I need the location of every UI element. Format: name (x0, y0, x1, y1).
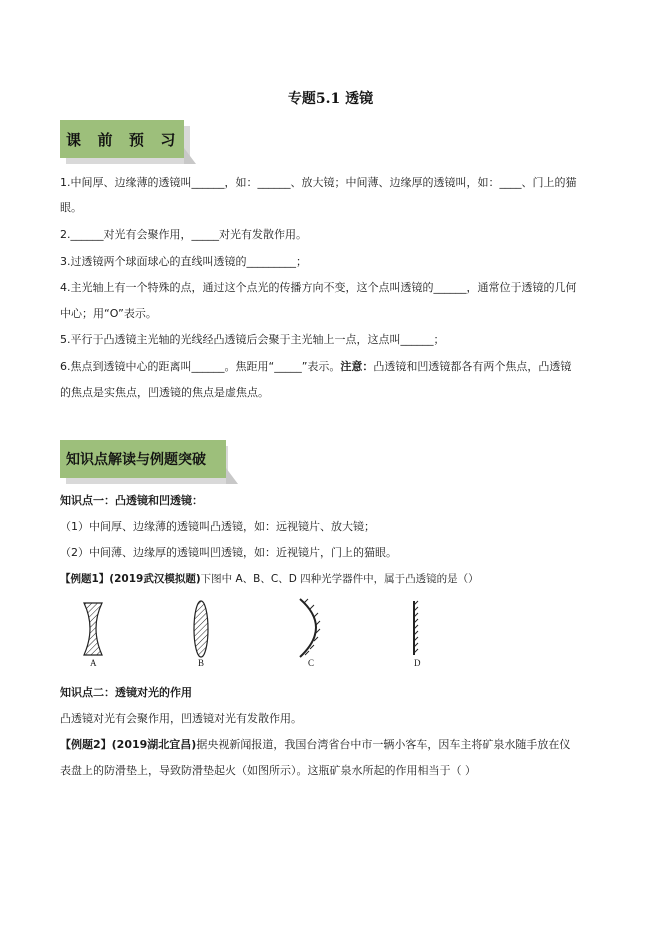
kp2-title: 知识点二：透镜对光的作用 (60, 686, 192, 699)
example-1-text: 下图中 A、B、C、D 四种光学器件中，属于凸透镜的是（） (200, 573, 479, 585)
convex-lens-icon (194, 601, 208, 657)
label-c: C (308, 658, 315, 668)
kp2-text: 凸透镜对光有会聚作用，凹透镜对光有发散作用。 (60, 712, 302, 725)
preview-line-6-text: 6.焦点到透镜中心的距离叫______。焦距用“_____”表示。 (60, 360, 341, 373)
preview-line-4: 4.主光轴上有一个特殊的点，通过这个点光的传播方向不变，这个点叫透镜的______，通常位于透镜的几何 (60, 281, 577, 294)
kp1-item-2: （2）中间薄、边缘厚的透镜叫凹透镜，如：近视镜片，门上的猫眼。 (60, 546, 397, 559)
section-banner-knowledge (60, 440, 226, 478)
preview-line-3: 3.过透镜两个球面球心的直线叫透镜的_________； (60, 255, 307, 268)
kp1-item-1: （1）中间厚、边缘薄的透镜叫凸透镜，如：远视镜片、放大镜； (60, 520, 375, 533)
example-1-tag: 【例题1】(2019武汉模拟题) (60, 573, 201, 585)
label-d: D (414, 658, 421, 668)
lens-diagram (60, 595, 440, 675)
concave-lens-icon (84, 603, 102, 655)
section-heading: 课 前 预 习 (66, 130, 178, 149)
preview-line-4b: 中心；用“O”表示。 (60, 307, 157, 320)
curved-mirror-icon (300, 599, 316, 657)
example-2-tag: 【例题2】(2019湖北宜昌) (60, 738, 197, 751)
page-title: 专题5.1 透镜 (287, 91, 374, 107)
lens-diagram-svg (60, 595, 440, 675)
label-b: B (198, 658, 205, 668)
section-banner-preview (60, 120, 184, 158)
preview-line-5: 5.平行于凸透镜主光轴的光线经凸透镜后会聚于主光轴上一点，这点叫______； (60, 333, 445, 346)
example-2 (60, 738, 570, 752)
section-heading-2: 知识点解读与例题突破 (66, 452, 206, 468)
preview-line-1b: 眼。 (60, 201, 82, 214)
preview-line-1: 1.中间厚、边缘薄的透镜叫______，如：______、放大镜；中间薄、边缘厚的透镜叫，如：____、门上的猫 (60, 176, 577, 189)
banner-fold (184, 148, 196, 164)
preview-line-6-note: 凸透镜和凹透镜都各有两个焦点，凸透镜 (373, 360, 572, 373)
preview-line-6 (60, 360, 571, 374)
preview-line-6b: 的焦点是实焦点，凹透镜的焦点是虚焦点。 (60, 386, 269, 399)
kp1-title: 知识点一：凸透镜和凹透镜： (60, 494, 203, 507)
label-a: A (90, 658, 97, 668)
example-2-text-1: 据央视新闻报道，我国台湾省台中市一辆小客车，因车主将矿泉水随手放在仪 (196, 738, 571, 751)
preview-line-2: 2.______对光有会聚作用，_____对光有发散作用。 (60, 228, 307, 241)
banner-fold-2 (226, 468, 238, 484)
example-2-line-2: 表盘上的防滑垫上，导致防滑垫起火（如图所示）。这瓶矿泉水所起的作用相当于（ ） (60, 764, 476, 777)
note-label: 注意： (340, 360, 374, 373)
example-1 (60, 572, 479, 586)
